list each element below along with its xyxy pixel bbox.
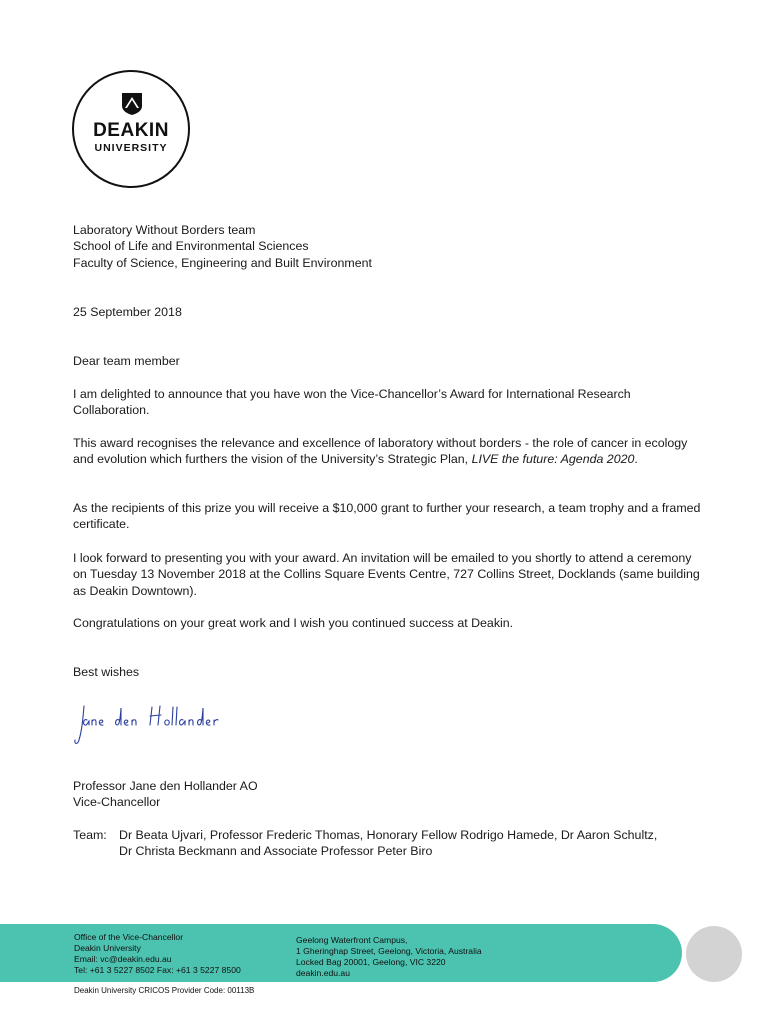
salutation: Dear team member	[73, 354, 180, 368]
strategic-plan-title: LIVE the future: Agenda 2020	[471, 452, 635, 467]
logo-name-line2: UNIVERSITY	[94, 142, 168, 154]
signature-text: Jane den Hollander	[70, 750, 79, 751]
body-paragraph-3: As the recipients of this prize you will receive a $10,000 grant to further your research, a team trophy and a framed certificate.	[73, 501, 701, 532]
signatory-block	[73, 778, 703, 811]
signatory-title: Vice-Chancellor	[73, 795, 161, 810]
footer-street: 1 Gheringhap Street, Geelong, Victoria, Australia	[296, 946, 482, 956]
footer-phone: Tel: +61 3 5227 8502 Fax: +61 3 5227 8500	[74, 965, 241, 975]
recipient-line: Laboratory Without Borders team	[73, 223, 256, 237]
team-label: Team:	[73, 828, 107, 842]
paragraph-end: .	[634, 452, 638, 467]
recipient-line: Faculty of Science, Engineering and Built Environment	[73, 255, 372, 270]
cricos-code: Deakin University CRICOS Provider Code: 00113B	[74, 986, 255, 995]
paragraph-text: This award recognises the relevance and excellence of laboratory without borders - the role of cancer in ecology and evolution which furthers the vision of the University’s Strategic Plan,	[73, 436, 688, 467]
logo-name-line1: DEAKIN	[93, 120, 169, 141]
footer-university: Deakin University	[74, 943, 141, 953]
footer-campus: Geelong Waterfront Campus,	[296, 935, 408, 945]
deakin-logo	[72, 70, 190, 188]
recipient-line: School of Life and Environmental Sciences	[73, 239, 309, 254]
team-names	[119, 827, 709, 860]
signatory-name: Professor Jane den Hollander AO	[73, 779, 258, 793]
deakin-crest-icon	[121, 92, 143, 116]
footer-office-contact	[74, 932, 241, 976]
footer-postal: Locked Bag 20001, Geelong, VIC 3220	[296, 957, 446, 967]
body-paragraph-5: Congratulations on your great work and I wish you continued success at Deakin.	[73, 616, 514, 630]
footer-office: Office of the Vice-Chancellor	[74, 932, 184, 942]
closing: Best wishes	[73, 665, 140, 679]
letter-date: 25 September 2018	[73, 305, 182, 319]
body-paragraph-4: I look forward to presenting you with your award. An invitation will be emailed to you shortly to attend a ceremony on Tuesday 13 November 2018 at the Collins Square Events Centre, 727 Collins Street, Docklands (same building as Deakin Downtown).	[73, 551, 700, 598]
recipient-address	[73, 222, 703, 271]
handwritten-signature	[70, 696, 220, 751]
footer-email: Email: vc@deakin.edu.au	[74, 954, 172, 964]
footer-web: deakin.edu.au	[296, 968, 350, 978]
footer-circle	[686, 926, 742, 982]
team-names-line: Dr Christa Beckmann and Associate Professor Peter Biro	[119, 844, 433, 859]
footer-campus-address	[296, 935, 482, 979]
team-names-line: Dr Beata Ujvari, Professor Frederic Thomas, Honorary Fellow Rodrigo Hamede, Dr Aaron Schultz,	[119, 828, 658, 842]
body-paragraph-2	[73, 435, 703, 468]
body-paragraph-1: I am delighted to announce that you have won the Vice-Chancellor’s Award for International Research Collaboration.	[73, 387, 631, 418]
